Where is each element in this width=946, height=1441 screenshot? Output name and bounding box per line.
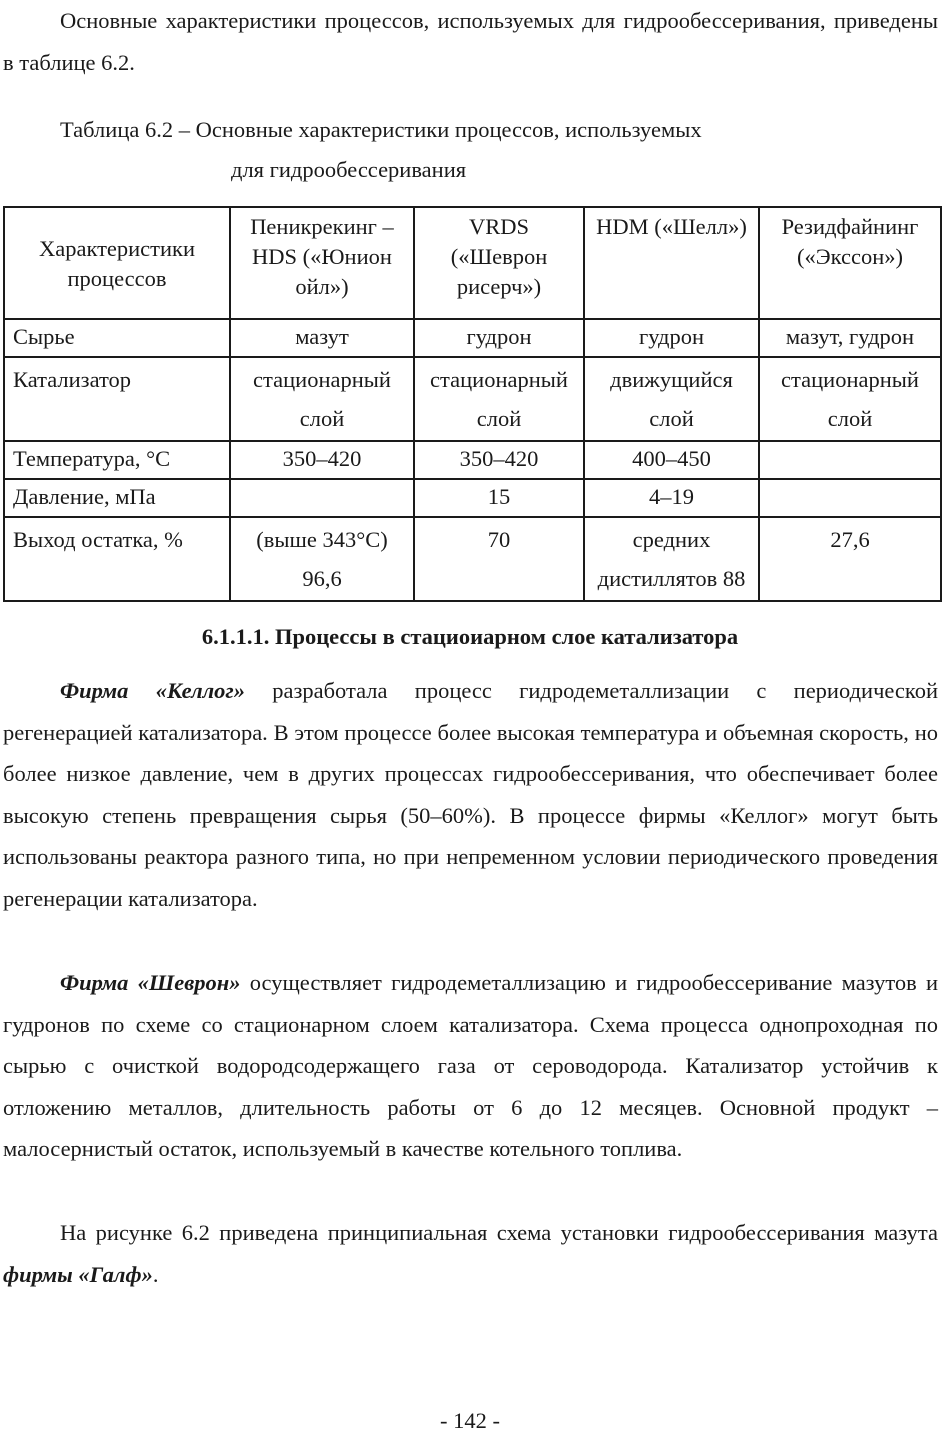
table-cell: 4–19 [584,479,759,517]
table-row [4,479,941,517]
table-cell: 15 [414,479,584,517]
table-cell: стационарный слой [414,357,584,441]
paragraph-kellog [3,670,938,919]
paragraph-end: . [152,1261,159,1287]
table-row [4,319,941,357]
table-cell: средних дистиллятов 88 [584,517,759,601]
intro-text: Основные характеристики процессов, используемых для гидрообессеривания, приведены в таблице 6.2. [3,8,938,75]
paragraph-chevron [3,962,938,1170]
paragraph-text: разработала процесс гидродеметаллизации с периодической регенерацией катализатора. В этом процессе более высокая температура и объемная скорость, но более низкое давление, чем в других процессах гидрообессеривания, что обеспечивает более высокую степень превращения сырья (50–60%). В процессе фирмы «Келлог» могут быть использованы реактора разного типа, но при непременном условии периодического проведения регенерации катализатора. [3,678,938,911]
table-cell: мазут [230,319,414,357]
table-cell: стационарный слой [759,357,941,441]
table-row-label: Давление, мПа [4,479,230,517]
table-cell: стационарный слой [230,357,414,441]
table-cell: 27,6 [759,517,941,601]
table-cell: 350–420 [414,441,584,479]
table-cell: 70 [414,517,584,601]
table-header-label: Характеристики процессов [4,207,230,319]
paragraph-text: На рисунке 6.2 приведена принципиальная схема установки гидрообессеривания мазута [60,1220,938,1245]
table-cell: 400–450 [584,441,759,479]
table-row-label: Сырье [4,319,230,357]
table-header-col: Резидфайнинг («Экссон») [759,207,941,319]
table-cell: (выше 343°С) 96,6 [230,517,414,601]
table-cell [759,441,941,479]
table-caption-line2: для гидрообессеривания [231,157,467,182]
table-header-col: HDM («Шелл») [584,207,759,319]
paragraph-text: осуществляет гидродеметаллизацию и гидрообессеривание мазутов и гудронов по схеме со стационарном слоем катализатора. Схема процесса однопроходная по сырью с очисткой водородсодержащего газа от сероводорода. Катализатор устойчив к отложению металлов, длительность работы от 6 до 12 месяцев. Основной продукт – малосернистый остаток, используемый в качестве котельного топлива. [3,970,938,1161]
table-row-label: Температура, °С [4,441,230,479]
table-header-col: Пеникрекинг – HDS («Юнион ойл») [230,207,414,319]
table-cell: движущийся слой [584,357,759,441]
table-caption-line1: Таблица 6.2 – Основные характеристики процессов, используемых [60,117,702,142]
section-heading: 6.1.1.1. Процессы в стациоиарном слое катализатора [201,624,739,649]
table-cell [230,479,414,517]
table-cell: 350–420 [230,441,414,479]
intro-paragraph [3,0,938,83]
table-row [4,441,941,479]
table-cell [759,479,941,517]
company-name-chevron: Фирма «Шеврон» [60,970,241,995]
table-row [4,357,941,441]
company-name-kellog: Фирма «Келлог» [60,678,245,703]
table-row-label: Катализатор [4,357,230,441]
table-header-row [4,207,941,319]
table-cell: гудрон [584,319,759,357]
table-row-label: Выход остатка, % [4,517,230,601]
page-number: - 142 - [440,1408,500,1433]
table-cell: гудрон [414,319,584,357]
company-name-gulf: фирмы «Галф» [3,1261,153,1287]
process-characteristics-table [3,206,942,602]
table-row [4,517,941,601]
table-caption [60,110,920,190]
paragraph-gulf [3,1212,938,1295]
table-header-col: VRDS («Шеврон рисерч») [414,207,584,319]
table-cell: мазут, гудрон [759,319,941,357]
